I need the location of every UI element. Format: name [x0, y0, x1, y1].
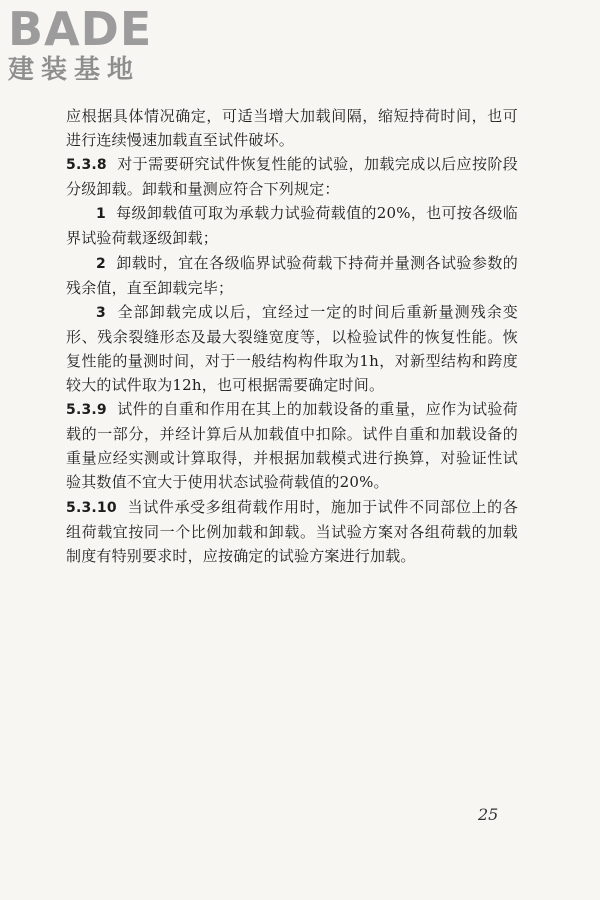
- list-item-number: 2: [96, 255, 106, 272]
- clause-5-3-8: [66, 152, 518, 201]
- list-item-number: 3: [96, 304, 106, 321]
- list-item-text: 卸载时，宜在各级临界试验荷载下持荷并量测各试验参数的残余值，直至卸载完毕；: [66, 253, 519, 297]
- clause-5-3-9: [66, 397, 518, 494]
- logo-subtitle-text: 建装基地: [8, 55, 141, 85]
- list-item-text: 全部卸载完成以后，宜经过一定的时间后重新量测残余变形、残余裂缝形态及最大裂缝宽度等，以检验试件的恢复性能。恢复性能的量测时间，对于一般结构构件取为1h，对新型结构和跨度较大的试件取为12h，也可根据需要确定时间。: [66, 302, 518, 395]
- clause-number: 5.3.8: [66, 157, 107, 174]
- logo-brand-text: BADE: [8, 2, 153, 56]
- list-item-text: 每级卸载值可取为承载力试验荷载值的20%，也可按各级临界试验荷载逐级卸载；: [66, 204, 518, 248]
- clause-number: 5.3.9: [66, 402, 107, 419]
- page-number: 25: [478, 805, 499, 824]
- clause-text: 对于需要研究试件恢复性能的试验，加载完成以后应按阶段分级卸载。卸载和量测应符合下列规定：: [66, 155, 519, 199]
- clause-5-3-10: [66, 495, 518, 568]
- bade-logo: [8, 2, 153, 86]
- paragraph-text: 应根据具体情况确定，可适当增大加载间隔，缩短持荷时间，也可进行连续慢速加载直至试件破坏。: [66, 107, 518, 150]
- document-body: [66, 104, 518, 568]
- clause-text: 试件的自重和作用在其上的加载设备的重量，应作为试验荷载的一部分，并经计算后从加载值中扣除。试件自重和加载设备的重量应经实测或计算取得，并根据加载模式进行换算，对验证性试验其数值不宜大于使用状态试验荷载值的20%。: [66, 400, 519, 492]
- clause-number: 5.3.10: [66, 499, 117, 516]
- list-item-2: [66, 251, 518, 300]
- paragraph-continuation: [66, 104, 518, 152]
- list-item-1: [66, 201, 518, 250]
- list-item-3: [66, 300, 518, 397]
- clause-text: 当试件承受多组荷载作用时，施加于试件不同部位上的各组荷载宜按同一个比例加载和卸载。当试验方案对各组荷载的加载制度有特别要求时，应按确定的试验方案进行加载。: [66, 497, 518, 565]
- list-item-number: 1: [96, 206, 106, 223]
